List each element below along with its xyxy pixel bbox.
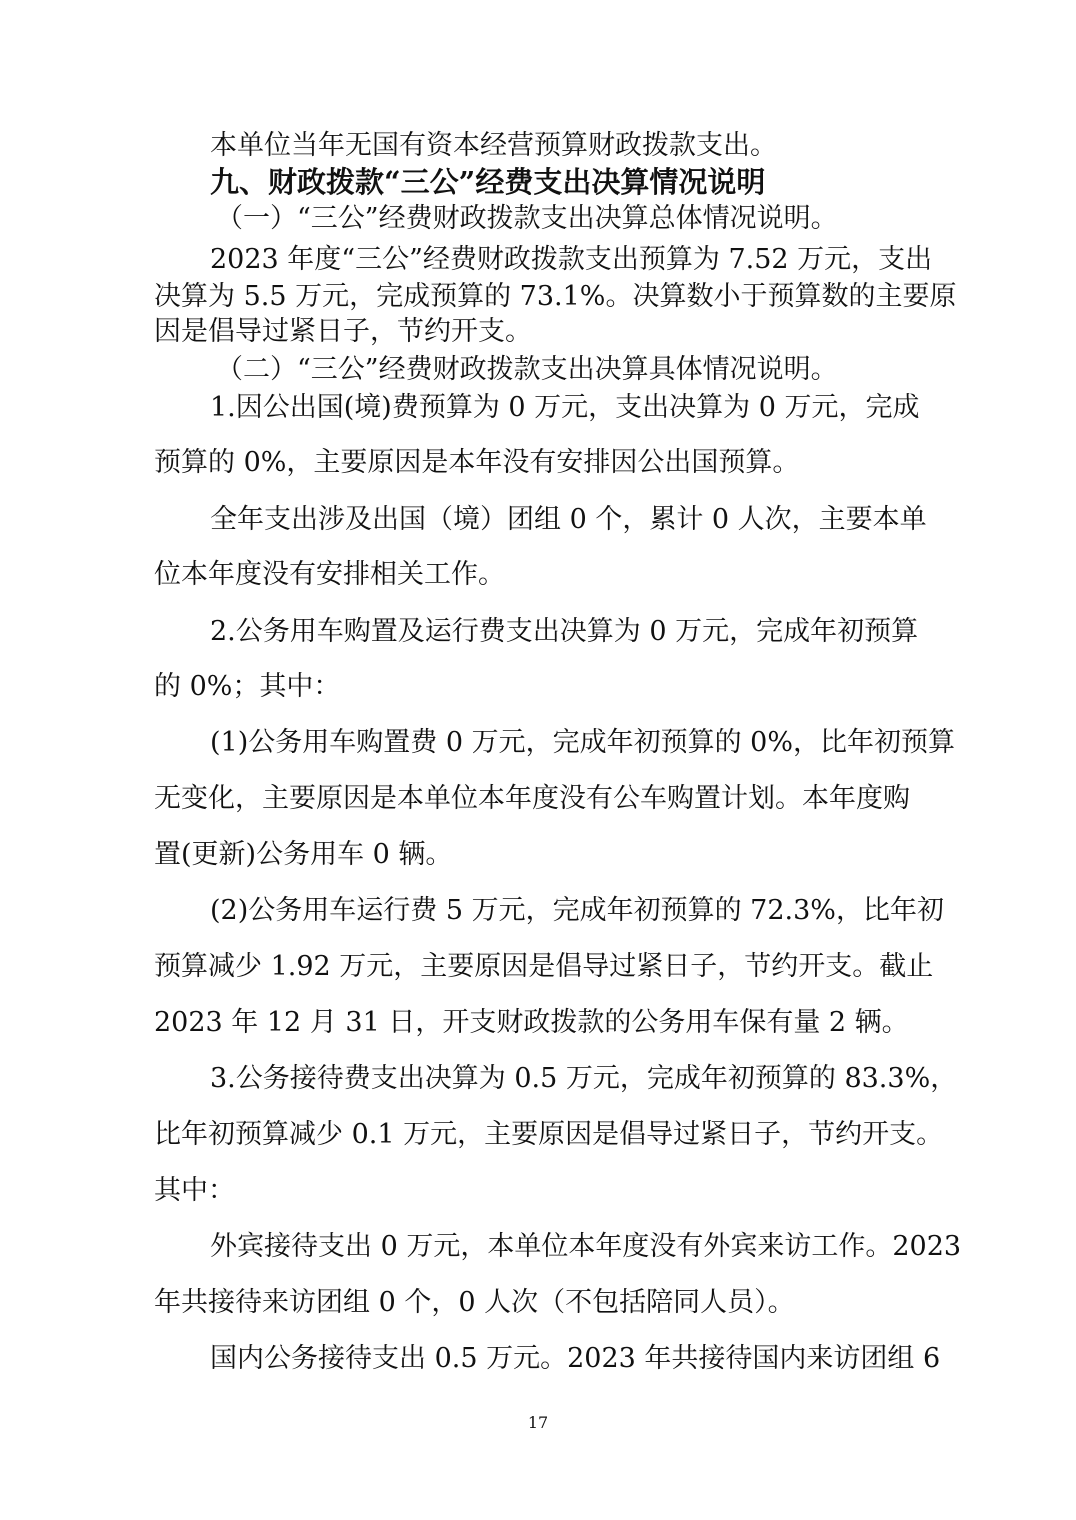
subsection-heading: （一）“三公”经费财政拨款支出决算总体情况说明。 (216, 203, 838, 234)
text-line: 2023 年 12 月 31 日，开支财政拨款的公务用车保有量 2 辆。 (154, 1007, 909, 1038)
text-line: 其中： (154, 1175, 235, 1206)
text-line: 全年支出涉及出国（境）团组 0 个，累计 0 人次，主要本单 (210, 504, 927, 535)
text-line: 位本年度没有安排相关工作。 (154, 559, 505, 590)
text-line: 本单位当年无国有资本经营预算财政拨款支出。 (210, 130, 777, 161)
text-line: 的 0%；其中： (154, 671, 341, 702)
text-line: 预算减少 1.92 万元，主要原因是倡导过紧日子，节约开支。截止 (154, 951, 934, 982)
text-line: 预算的 0%，主要原因是本年没有安排因公出国预算。 (154, 447, 800, 478)
section-heading: 九、财政拨款“三公”经费支出决算情况说明 (210, 165, 766, 199)
text-line: 2.公务用车购置及运行费支出决算为 0 万元，完成年初预算 (210, 616, 919, 647)
text-line: 决算为 5.5 万元，完成预算的 73.1%。决算数小于预算数的主要原 (154, 281, 957, 312)
text-line: 3.公务接待费支出决算为 0.5 万元，完成年初预算的 83.3%， (210, 1063, 958, 1094)
text-line: 置(更新)公务用车 0 辆。 (154, 839, 453, 870)
text-line: 外宾接待支出 0 万元，本单位本年度没有外宾来访工作。2023 (210, 1231, 962, 1262)
text-line: 2023 年度“三公”经费财政拨款支出预算为 7.52 万元，支出 (210, 244, 933, 275)
subsection-heading: （二）“三公”经费财政拨款支出决算具体情况说明。 (216, 354, 838, 385)
text-line: 无变化，主要原因是本单位本年度没有公车购置计划。本年度购 (154, 783, 910, 814)
page-number: 17 (527, 1413, 549, 1432)
text-line: 比年初预算减少 0.1 万元，主要原因是倡导过紧日子，节约开支。 (154, 1119, 944, 1150)
text-line: (1)公务用车购置费 0 万元，完成年初预算的 0%，比年初预算 (210, 727, 956, 758)
text-line: (2)公务用车运行费 5 万元，完成年初预算的 72.3%，比年初 (210, 895, 944, 926)
text-line: 国内公务接待支出 0.5 万元。2023 年共接待国内来访团组 6 (210, 1343, 941, 1374)
text-line: 1.因公出国(境)费预算为 0 万元，支出决算为 0 万元，完成 (210, 392, 920, 423)
text-line: 年共接待来访团组 0 个，0 人次（不包括陪同人员）。 (154, 1287, 795, 1318)
text-line: 因是倡导过紧日子，节约开支。 (154, 316, 532, 347)
